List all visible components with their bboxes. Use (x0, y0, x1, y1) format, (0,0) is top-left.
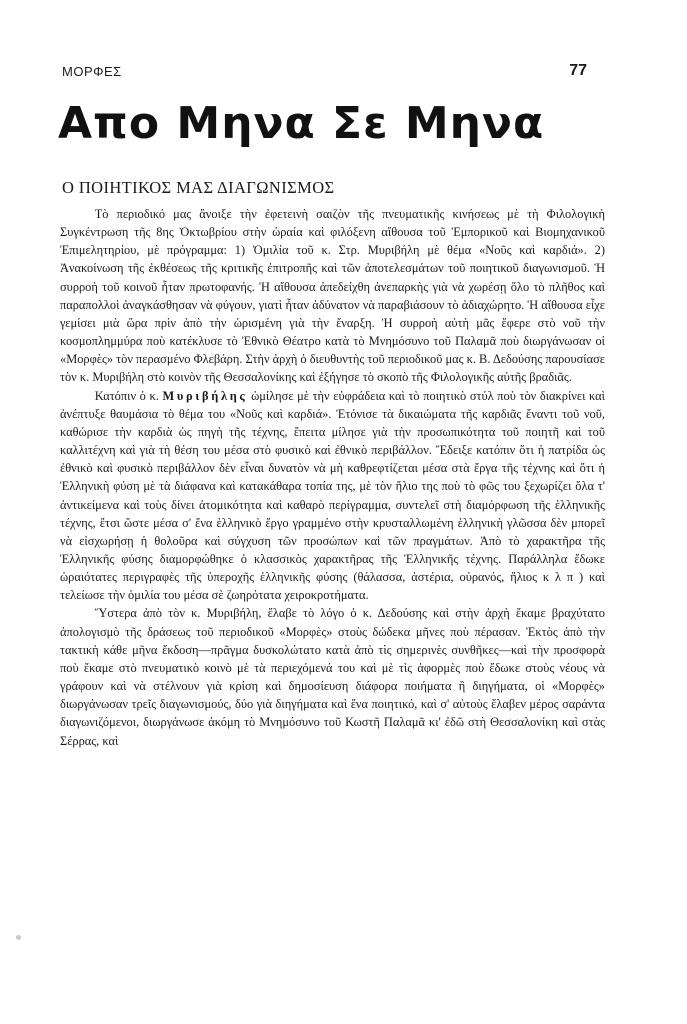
paragraph-2 (60, 387, 605, 605)
paragraph-2-intro: Κατόπιν ὁ κ. (94, 388, 159, 403)
column-headline: Απο Μηνα Σε Μηνα (58, 98, 545, 149)
page-number: 77 (569, 62, 587, 79)
scan-speck (16, 935, 21, 940)
article-body (60, 205, 605, 750)
paragraph-3: Ὕστερα ἀπὸ τὸν κ. Μυριβήλη, ἔλαβε τὸ λόγο ὁ κ. Δεδούσης καὶ στὴν ἀρχὴ ἔκαμε βραχύτατο ἀπολογισμὸ τῆς δράσεως τοῦ περιοδικοῦ «Μορφὲς» στοὺς δώδεκα μῆνες ποὺ πέρασαν. Ἐκτὸς ἀπὸ τὴν τακτικὴ κάθε μῆνα ἔκδοση—πρᾶγμα δυσκολώτατο κατὰ ἀπὸ τὶς σημερινὲς συνθῆκες—καὶ τὴν προσφορὰ ποὺ ἔκαμε στὸ πνευματικὸ κοινὸ μὲ τὰ περιεχόμενά του καὶ μὲ τὶς ἀφορμὲς ποὺ ἔδωκε στοὺς νέους νὰ γράφουν καὶ νὰ στέλνουν γιὰ κρίση καὶ δημοσίευση διάφορα ποιήματα ἢ διηγήματα, οἱ «Μορφὲς» διωργάνωσαν τρεῖς διαγωνισμούς, δύο γιὰ διηγήματα καὶ ἕνα ποιητικό, καὶ σ' αὐτοὺς ἔλαβεν μέρος σαράντα διαγωνιζόμενοι, διωργάνωσε ἀκόμη τὸ Μνημόσυνο τοῦ Κωστῆ Παλαμᾶ κι' ἐδῶ στὴ Θεσσαλονίκη καὶ στὰς Σέρρας, καὶ (60, 606, 605, 748)
paragraph-1: Τὸ περιοδικό μας ἄνοιξε τὴν ἐφετεινὴ σαιζὸν τῆς πνευματικῆς κινήσεως μὲ τὴ Φιλολογικὴ Συγκέντρωση τῆς 8ης Ὀκτωβρίου στὴν ὡραία καὶ φιλόξενη αἴθουσα τοῦ Ἐμπορικοῦ καὶ Βιομηχανικοῦ Ἐπιμελητηρίου, μὲ πρόγραμμα: 1) Ὁμιλία τοῦ κ. Στρ. Μυριβήλη μὲ θέμα «Νοῦς καὶ καρδιά». 2) Ἀνακοίνωση τῆς ἐκθέσεως τῆς κριτικῆς ἐπιτροπῆς καὶ τῶν ἀποτελεσμάτων τοῦ ποιητικοῦ διαγωνισμοῦ. Ἡ συρροὴ τοῦ κοινοῦ ἦταν πρωτοφανής. Ἡ αἴθουσα ἀπεδείχθη ἀνεπαρκὴς γιὰ νὰ χωρέσῃ ὅλο τὸ πλῆθος καὶ παραπολλοὶ ἀναγκάσθησαν νὰ φύγουν, γιατὶ ἦταν ἀδύνατον νὰ παραβιάσουν τὸ ἀδιαχώρητο. Ἡ αἴθουσα εἶχε γεμίσει μιὰ ὥρα πρὶν ἀπὸ τὴν ὡρισμένη γιὰ τὴν ἔναρξη. Ἡ συρροὴ αὐτὴ μᾶς ἔφερε στὸ νοῦ τὴν κοσμοπλημμύρα ποὺ κατέκλυσε τὸ Ἐθνικὸ Θέατρο κατὰ τὸ Μνημόσυνο τοῦ Παλαμᾶ ποὺ διωργάνωσαν οἱ «Μορφὲς» τὸν περασμένο Φλεβάρη. Στὴν ἀρχὴ ὁ διευθυντὴς τοῦ περιοδικοῦ μας κ. Β. Δεδούσης παρουσίασε τὸν κ. Μυριβήλη στὸ κοινὸν τῆς Θεσσαλονίκης καὶ ἐξήγησε τὸ σκοπὸ τῆς Φιλολογικῆς αὐτῆς βραδιᾶς. (60, 207, 605, 385)
journal-name: ΜΟΡΦΕΣ (62, 64, 122, 79)
speaker-name: Μυριβήλης (162, 388, 248, 403)
section-title: Ο ΠΟΙΗΤΙΚΟΣ ΜΑΣ ΔΙΑΓΩΝΙΣΜΟΣ (62, 178, 335, 197)
running-head (62, 62, 587, 82)
paragraph-2-rest: ὡμίλησε μὲ τὴν εὐφράδεια καὶ τὸ ποιητικὸ στύλ ποὺ τὸν διακρίνει καὶ ἀνέπτυξε θαυμάσια τὸ θέμα του «Νοῦς καὶ καρδιά». Ἐτόνισε τὰ δικαιώματα τῆς καρδιᾶς ἔναντι τοῦ νοῦ, καθώρισε τὴν καρδιὰ ὡς πηγὴ τῆς τέχνης, ἔπειτα μίλησε γιὰ τὴν προσωπικότητα τοῦ ποιητῆ καὶ τοῦ καλλιτέχνη καὶ γιὰ τὴ θέση του μέσα στὸ φυσικὸ καὶ ἐθνικὸ περιβάλλον. Ἔδειξε κατόπιν ὅτι ἡ πατρίδα ὡς ἐθνικὸ καὶ φυσικὸ περιβάλλον δὲν εἶναι δυνατὸν νὰ μὴ καθρεφτίζεται μέσα στὰ ἔργα τῆς τέχνης καὶ ὅτι ἡ Ἑλληνικὴ φύση μὲ τὰ διάφανα καὶ κατακάθαρα τοπία της, μὲ τὸν ἥλιο της ποὺ τὸ φῶς του ξεχωρίζει ὅλα τ' ἀντικείμενα καὶ τοὺς δίνει ἀτομικότητα καὶ καθαρὸ περίγραμμα, συντελεῖ στὴ διαμόρφωση τῆς ἑλληνικῆς τέχνης, ἔτσι ὥστε μέσα σ' ἕνα ἑλληνικὸ ἔργο γραμμένο στὴν κρυσταλλωμένη ἑλληνικὴ γλῶσσα δὲν μπορεῖ νὰ εἰσχωρήσῃ ἡ θολοῦρα καὶ σύγχυση τῶν προσώπων καὶ τῶν πραγμάτων. Ἀπὸ τὸ χαρακτῆρα τῆς Ἑλληνικῆς φύσης διαμορφώθηκε ὁ κλασσικὸς χαρακτῆρας τῆς Ἑλληνικῆς τέχνης. Παράλληλα ἔδωκε ὡραιότατες περιγραφὲς τῆς ὑπεροχῆς ἑλληνικῆς φύσης (θάλασσα, ἀστέρια, οὐρανός, ἥλιος κ λ π ) καὶ τελείωσε τὴν ὁμιλία του μέσα σὲ ζωηρότατα χειροκροτήματα. (60, 388, 605, 603)
